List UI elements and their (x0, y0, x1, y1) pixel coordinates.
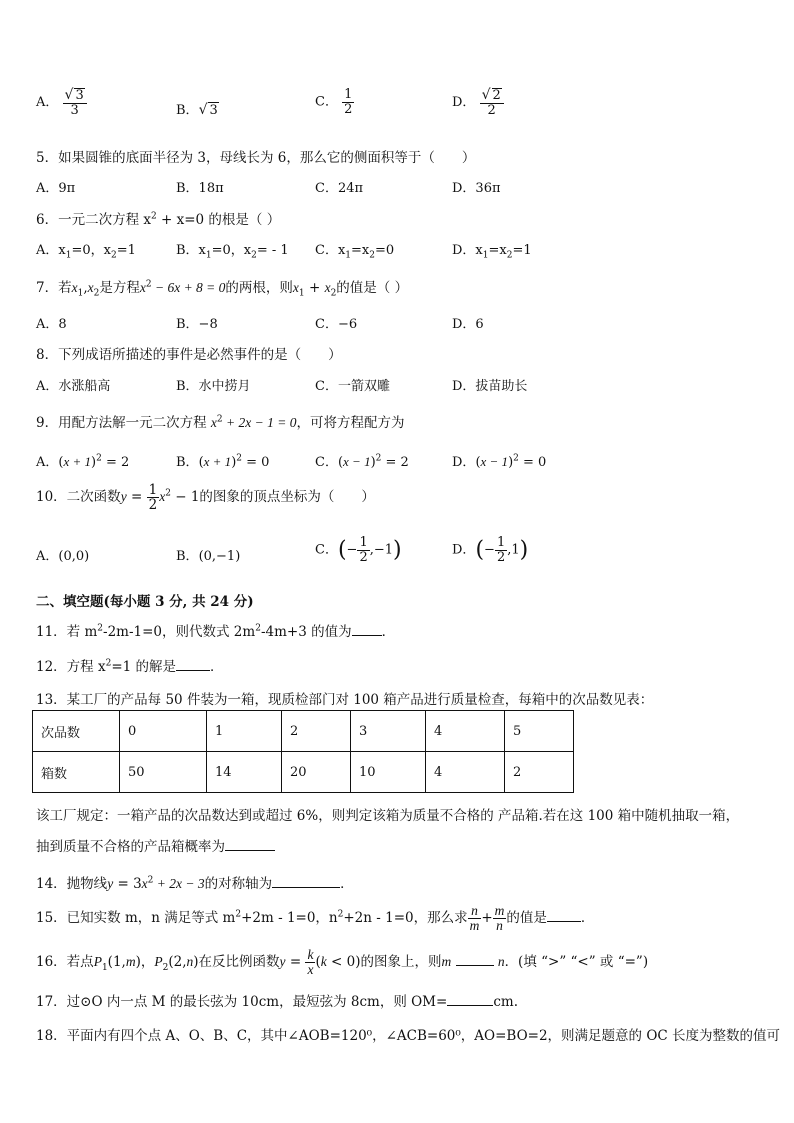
q5-option-c: C．24π (315, 181, 364, 196)
q13-stem: 13．某工厂的产品每 50 件装为一箱，现质检部门对 100 箱产品进行质量检查，每箱中的次品数见表： (36, 692, 654, 708)
q4-option-d: D． $\frac{√ 2}{2}$ (452, 88, 504, 117)
table-cell: 0 (120, 711, 207, 752)
q7-option-a: A．8 (36, 317, 67, 332)
q4-option-a: A． $\frac{√ 3}{3}$ (36, 88, 87, 117)
q6-option-a: A．$x_1=0$，$x_2=1$ (36, 243, 136, 261)
q8-stem: 8．下列成语所描述的事件是必然事件的是（ ） (36, 347, 342, 363)
q6-option-b: B．$x_1=0$，$x_2= - 1$ (176, 243, 289, 261)
table-cell: 10 (351, 752, 426, 793)
q6-stem: 6．一元二次方程 $x^2 + x=0$ 的根是（ ） (36, 211, 281, 228)
table-cell: 50 (120, 752, 207, 793)
q8-option-b: B．水中捞月 (176, 379, 251, 394)
q10-stem: 10．二次函数y = $\frac{1}{2}$ $x^2 - 1$的图象的顶点坐标为（ ） (36, 482, 375, 514)
q15-stem: 15．已知实数 m，n 满足等式 $m^2+2m - 1=0$，$n^2+2n - 1=0$，那么求 $\frac{n}{m}$ + $\frac{m}{n}$ 的值是 ． (36, 903, 595, 934)
q5-option-a: A．9π (36, 181, 76, 196)
q7-option-c: C．−6 (315, 317, 358, 332)
q14-answer-blank[interactable] (272, 875, 340, 888)
q12-stem: 12．方程 $x^2=1$ 的解是 ． (36, 658, 224, 675)
section-title: 二、填空题(每小题 3 分, 共 24 分) (36, 594, 254, 610)
q11-answer-blank[interactable] (352, 623, 382, 636)
table-row (33, 711, 574, 752)
q6-option-c: C．$x_1=x_2=0$ (315, 243, 395, 261)
q15-answer-blank[interactable] (547, 909, 581, 922)
q9-option-d: D．$(x - 1)^2 = 0$ (452, 453, 547, 470)
q12-answer-blank[interactable] (176, 658, 210, 671)
q5-stem: 5．如果圆锥的底面半径为 3，母线长为 6，那么它的侧面积等于（ ） (36, 150, 476, 166)
table-cell: 次品数 (33, 711, 120, 752)
q8-option-a: A．水涨船高 (36, 379, 111, 394)
q10-option-c: C．(− $\frac{1}{2}$ ,−1) (315, 535, 402, 565)
q8-option-d: D．拔苗助长 (452, 379, 528, 394)
q10-option-a: A．(0,0) (36, 549, 90, 564)
q17-stem: 17．过⊙O 内一点 M 的最长弦为 10cm，最短弦为 8cm，则 OM= cm. (36, 994, 518, 1010)
table-cell: 1 (207, 711, 282, 752)
q4-option-b: B．√ 3 (176, 102, 218, 118)
table-cell: 2 (505, 752, 574, 793)
table-cell: 箱数 (33, 752, 120, 793)
table-cell: 3 (351, 711, 426, 752)
table-cell: 4 (426, 711, 505, 752)
defect-table (32, 710, 574, 793)
q8-option-c: C．一箭双雕 (315, 379, 390, 394)
q13-question-line: 抽到质量不合格的产品箱概率为 (36, 835, 275, 855)
q9-option-b: B．$(x + 1)^2 = 0$ (176, 453, 270, 470)
q13-rule-line: 该工厂规定：一箱产品的次品数达到或超过 6%，则判定该箱为质量不合格的 产品箱.若在这 100 箱中随机抽取一箱， (36, 808, 740, 824)
table-cell: 14 (207, 752, 282, 793)
q5-option-b: B．18π (176, 181, 224, 196)
q16-stem: 16．若点$P_1(1,m)$，$P_2(2,n)$在反比例函数y = $\frac{k}{x}$ (k < 0)的图象上，则m n．(填 “>” “<” 或 “=”) (36, 947, 649, 978)
q7-stem: 7．若$x_1,x_2$是方程$x^2 - 6x + 8 = 0$的两根，则$x_1 + x_2$的值是（ ） (36, 279, 409, 299)
q7-option-b: B．−8 (176, 317, 218, 332)
q18-stem: 18．平面内有四个点 A、O、B、C，其中∠AOB=120⁰，∠ACB=60⁰，AO=BO=2，则满足题意的 OC 长度为整数的值可 (36, 1028, 781, 1044)
q13-answer-blank[interactable] (225, 838, 275, 851)
q7-option-d: D．6 (452, 317, 484, 332)
q14-stem: 14．抛物线$y = 3x^2 + 2x - 3$的对称轴为 ． (36, 875, 354, 892)
q17-answer-blank[interactable] (447, 993, 493, 1006)
table-cell: 20 (282, 752, 351, 793)
table-row (33, 752, 574, 793)
q9-stem: 9．用配方法解一元二次方程 $x^2 + 2x - 1 = 0$，可将方程配方为 (36, 414, 405, 431)
table-cell: 2 (282, 711, 351, 752)
q9-option-c: C．$(x - 1)^2 = 2$ (315, 453, 409, 470)
q16-answer-blank[interactable] (456, 953, 494, 966)
q4-option-c: C． $\frac{1}{2}$ (315, 87, 353, 117)
q11-stem: 11．若 $m^2-2m-1=0$，则代数式 $2m^2-4m+3$ 的值为 ． (36, 623, 396, 640)
q10-option-d: D．(− $\frac{1}{2}$ ,1) (452, 535, 529, 565)
table-cell: 4 (426, 752, 505, 793)
q5-option-d: D．36π (452, 181, 501, 196)
q9-option-a: A．$(x + 1)^2 = 2$ (36, 453, 130, 470)
q6-option-d: D．$x_1=x_2=1$ (452, 243, 532, 261)
table-cell: 5 (505, 711, 574, 752)
q10-option-b: B．(0,−1) (176, 549, 241, 564)
